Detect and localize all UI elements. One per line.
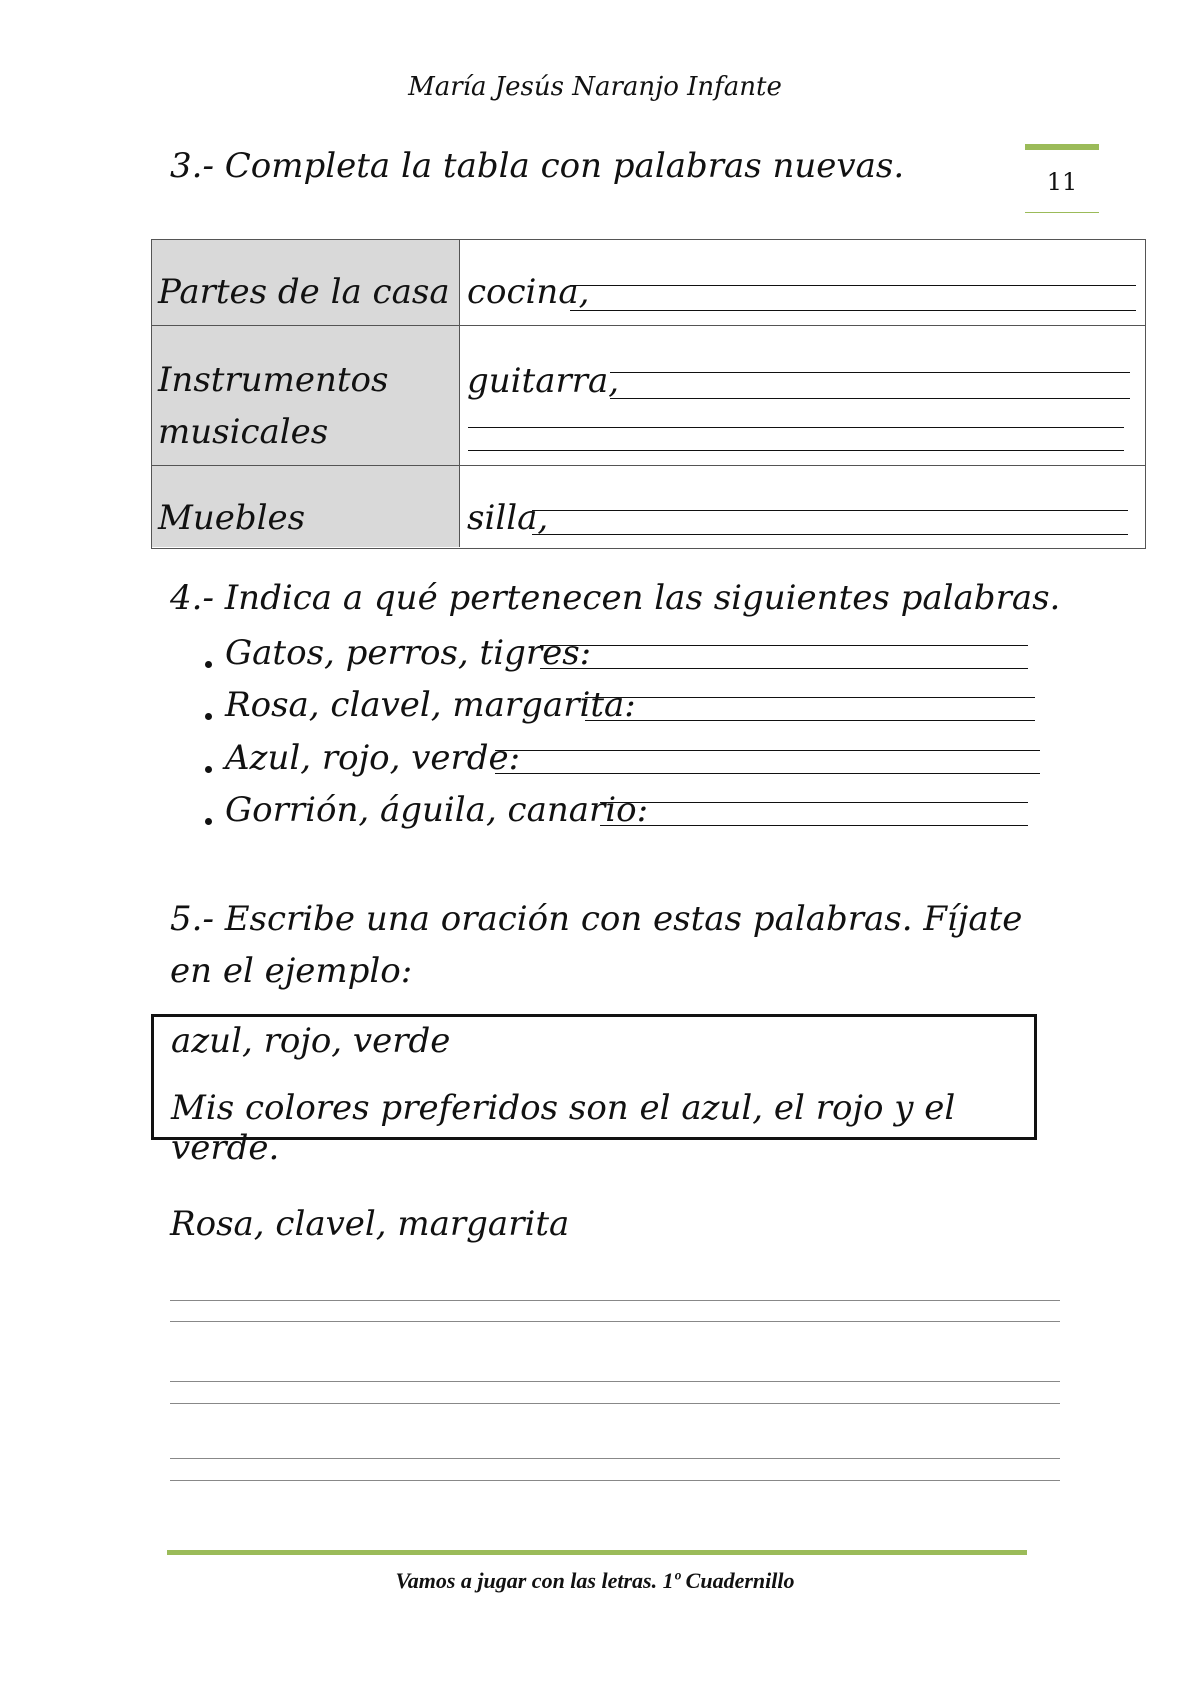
- exercise-4-title: 4.- Indica a qué pertenecen las siguientes palabras.: [170, 578, 1061, 618]
- answer-line[interactable]: [532, 510, 1128, 511]
- list-item: Gatos, perros, tigres:: [225, 633, 592, 673]
- footer-text: Vamos a jugar con las letras. 1º Cuadernillo: [395, 1568, 795, 1593]
- writing-guide-line[interactable]: [170, 1403, 1060, 1404]
- answer-line[interactable]: [540, 645, 1028, 646]
- writing-guide-line[interactable]: [170, 1321, 1060, 1322]
- answer-line[interactable]: [570, 285, 1136, 286]
- exercise-5-title: 5.- Escribe una oración con estas palabras. Fíjate en el ejemplo:: [170, 899, 1023, 991]
- task-words: Rosa, clavel, margarita: [170, 1204, 570, 1244]
- words-table: [151, 239, 1146, 549]
- category-label-line2: musicales: [158, 412, 329, 452]
- category-cell: [152, 240, 460, 325]
- example-words: azul, rojo, verde: [171, 1021, 451, 1061]
- writing-guide-line[interactable]: [170, 1381, 1060, 1382]
- list-item: Gorrión, águila, canario:: [225, 790, 649, 830]
- table-row: [152, 240, 1145, 325]
- answer-line[interactable]: [600, 825, 1028, 826]
- example-sentence: Mis colores preferidos son el azul, el rojo y el verde.: [171, 1088, 956, 1168]
- answer-line[interactable]: [610, 372, 1130, 373]
- author-name: María Jesús Naranjo Infante: [408, 72, 782, 102]
- bullet-icon: [205, 766, 212, 773]
- page-number-bottom-rule: [1025, 212, 1099, 213]
- category-label: Muebles: [158, 498, 306, 538]
- example-word: silla,: [467, 498, 549, 538]
- answer-line[interactable]: [585, 720, 1035, 721]
- answer-line[interactable]: [468, 450, 1124, 451]
- list-item: Rosa, clavel, margarita:: [225, 685, 636, 725]
- table-row: [152, 465, 1145, 547]
- footer-rule: [167, 1550, 1027, 1555]
- answer-line[interactable]: [495, 773, 1040, 774]
- page-number: 11: [1046, 168, 1078, 196]
- category-cell: [152, 326, 460, 465]
- answer-line[interactable]: [532, 534, 1128, 535]
- writing-guide-line[interactable]: [170, 1480, 1060, 1481]
- bullet-icon: [205, 713, 212, 720]
- answer-line[interactable]: [610, 398, 1130, 399]
- category-cell: [152, 466, 460, 547]
- page-number-top-rule: [1025, 144, 1099, 150]
- category-label: Partes de la casa: [158, 272, 450, 312]
- list-item: Azul, rojo, verde:: [225, 738, 521, 778]
- example-word: guitarra,: [467, 361, 620, 401]
- answer-line[interactable]: [468, 427, 1124, 428]
- table-row: [152, 325, 1145, 465]
- answer-line[interactable]: [570, 310, 1136, 311]
- example-box: [151, 1014, 1037, 1168]
- bullet-icon: [205, 818, 212, 825]
- writing-guide-line[interactable]: [170, 1300, 1060, 1301]
- answer-line[interactable]: [540, 668, 1028, 669]
- page-number-box: [1025, 144, 1099, 214]
- answer-line[interactable]: [600, 802, 1028, 803]
- answer-line[interactable]: [495, 750, 1040, 751]
- writing-guide-line[interactable]: [170, 1458, 1060, 1459]
- answer-line[interactable]: [585, 697, 1035, 698]
- category-label-line1: Instrumentos: [158, 360, 389, 400]
- bullet-icon: [205, 661, 212, 668]
- example-word: cocina,: [467, 272, 590, 312]
- exercise-3-title: 3.- Completa la tabla con palabras nuevas.: [170, 146, 905, 186]
